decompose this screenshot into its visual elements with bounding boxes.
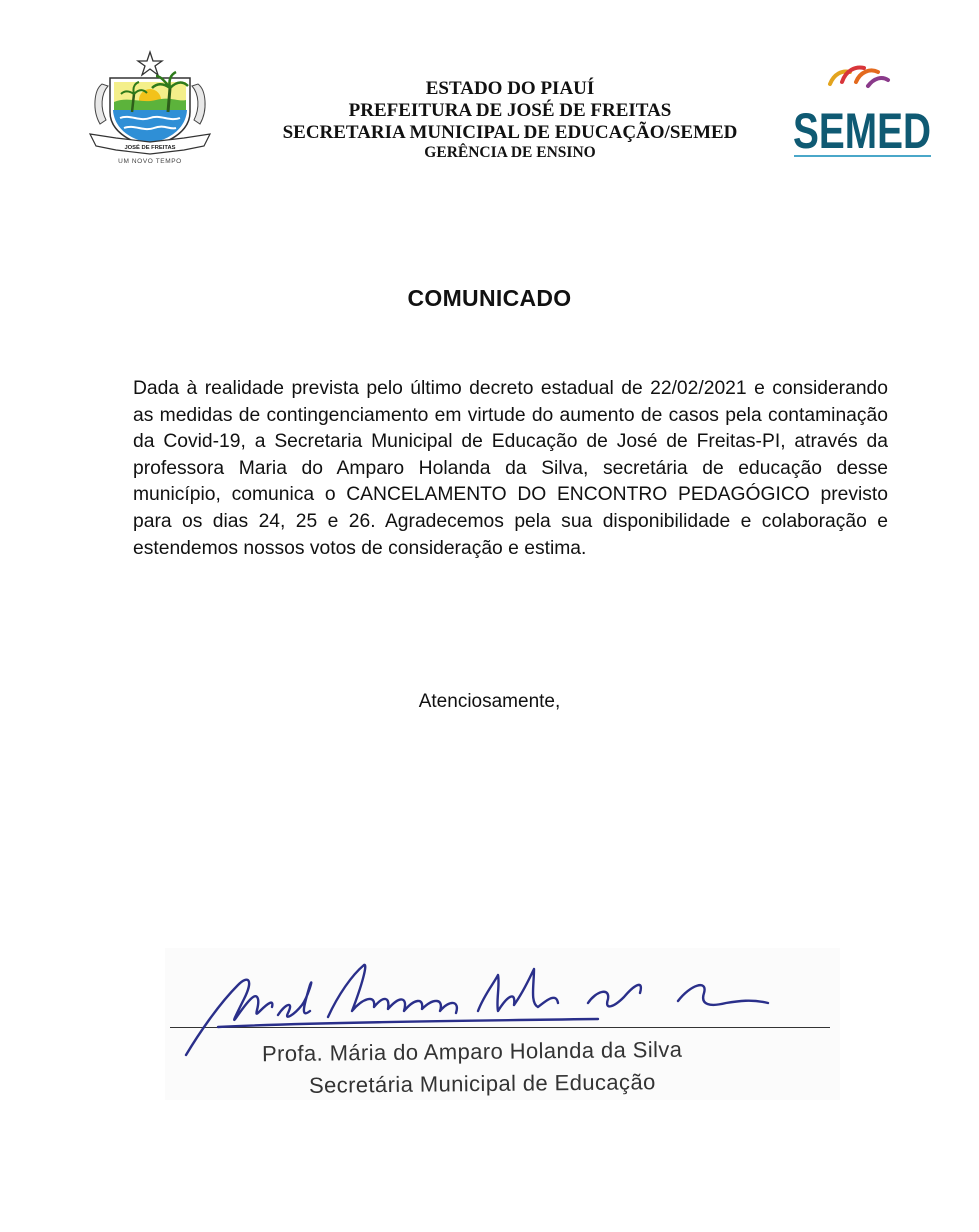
svg-text:UM NOVO TEMPO: UM NOVO TEMPO <box>118 158 182 165</box>
letterhead-header <box>230 78 790 161</box>
header-municipality: PREFEITURA DE JOSÉ DE FREITAS <box>348 99 672 121</box>
closing-salutation: Atenciosamente, <box>418 691 561 712</box>
document-title: COMUNICADO <box>407 285 572 311</box>
semed-logo <box>790 60 935 160</box>
svg-text:SEMED: SEMED <box>793 103 931 159</box>
header-secretariat: SECRETARIA MUNICIPAL DE EDUCAÇÃO/SEMED <box>282 121 738 143</box>
municipal-coat-of-arms-logo <box>86 50 214 168</box>
signatory-name: Profa. Mária do Amparo Holanda da Silva <box>261 1036 683 1067</box>
body-paragraph: Dada à realidade prevista pelo último decreto estadual de 22/02/2021 e considerando as medidas de contingenciamento em virtude do aumento de casos pela contaminação da Covid-19, a Secretaria Municipal de Educação de José de Freitas-PI, através da professora Maria do Amparo Holanda da Silva, secretária de educação desse município, comunica o CANCELAMENTO DO ENCONTRO PEDAGÓGICO previsto para os dias 24, 25 e 26. Agradecemos pela sua disponibilidade e colaboração e estendemos nossos votos de consideração e estima. <box>133 378 888 559</box>
svg-text:JOSÉ DE FREITAS: JOSÉ DE FREITAS <box>124 145 176 151</box>
header-state: ESTADO DO PIAUÍ <box>425 78 595 99</box>
signatory-role: Secretária Municipal de Educação <box>308 1069 656 1098</box>
header-department: GERÊNCIA DE ENSINO <box>424 143 596 161</box>
